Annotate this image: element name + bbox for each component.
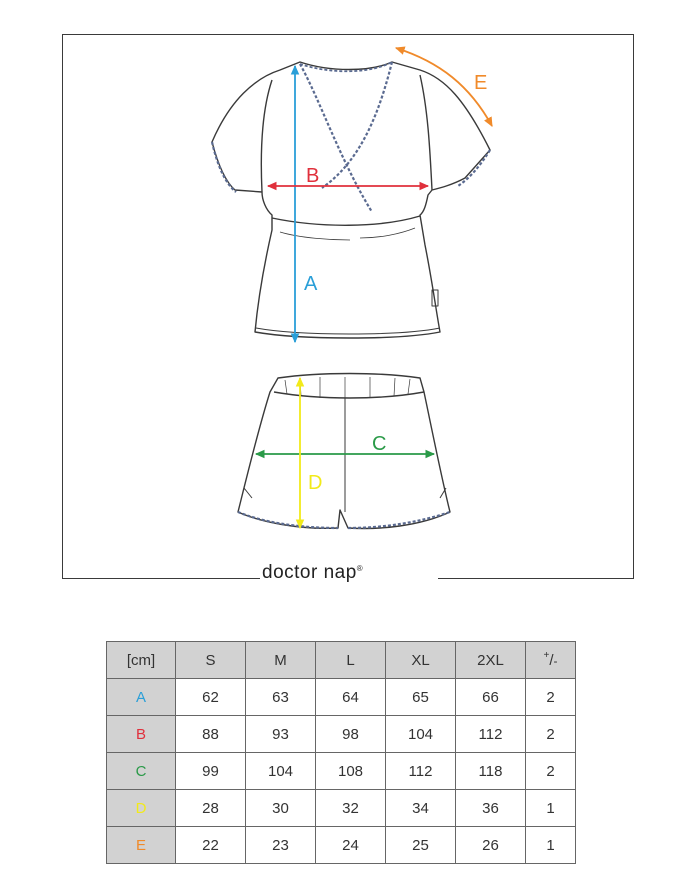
- row-label: D: [107, 790, 176, 827]
- size-table-header: [107, 642, 576, 679]
- table-cell: 93: [246, 716, 316, 753]
- tolerance-header: +/-: [526, 642, 576, 679]
- table-cell: 26: [456, 827, 526, 864]
- table-cell: 25: [386, 827, 456, 864]
- tolerance-cell: 1: [526, 790, 576, 827]
- table-cell: 99: [176, 753, 246, 790]
- tolerance-cell: 2: [526, 679, 576, 716]
- size-header: M: [246, 642, 316, 679]
- size-header: 2XL: [456, 642, 526, 679]
- table-row: [107, 679, 576, 716]
- table-cell: 66: [456, 679, 526, 716]
- size-header: S: [176, 642, 246, 679]
- table-row: [107, 716, 576, 753]
- measure-c-label: C: [372, 433, 387, 455]
- tolerance-cell: 1: [526, 827, 576, 864]
- row-label: B: [107, 716, 176, 753]
- table-cell: 104: [246, 753, 316, 790]
- measure-b-label: B: [306, 165, 320, 187]
- size-header: XL: [386, 642, 456, 679]
- measure-d-label: D: [308, 472, 323, 494]
- table-cell: 32: [316, 790, 386, 827]
- table-cell: 63: [246, 679, 316, 716]
- table-cell: 64: [316, 679, 386, 716]
- measure-e-label: E: [474, 72, 488, 94]
- shirt-drawing: [212, 62, 490, 338]
- tolerance-cell: 2: [526, 753, 576, 790]
- table-cell: 34: [386, 790, 456, 827]
- shorts-outline: [238, 374, 450, 529]
- table-cell: 88: [176, 716, 246, 753]
- table-cell: 108: [316, 753, 386, 790]
- unit-header: [cm]: [107, 642, 176, 679]
- measure-a-label: A: [304, 273, 318, 295]
- tolerance-cell: 2: [526, 716, 576, 753]
- table-cell: 112: [386, 753, 456, 790]
- table-cell: 65: [386, 679, 456, 716]
- table-cell: 112: [456, 716, 526, 753]
- table-cell: 118: [456, 753, 526, 790]
- table-cell: 98: [316, 716, 386, 753]
- table-cell: 28: [176, 790, 246, 827]
- row-label: E: [107, 827, 176, 864]
- table-row: [107, 790, 576, 827]
- size-table: [106, 641, 576, 864]
- table-row: [107, 827, 576, 864]
- table-cell: 30: [246, 790, 316, 827]
- table-cell: 104: [386, 716, 456, 753]
- table-cell: 24: [316, 827, 386, 864]
- row-label: C: [107, 753, 176, 790]
- size-header: L: [316, 642, 386, 679]
- brand-name: doctor nap: [262, 562, 357, 583]
- table-cell: 62: [176, 679, 246, 716]
- row-label: A: [107, 679, 176, 716]
- table-cell: 22: [176, 827, 246, 864]
- brand-registered-mark: ®: [356, 564, 364, 573]
- table-cell: 23: [246, 827, 316, 864]
- table-cell: 36: [456, 790, 526, 827]
- table-row: [107, 753, 576, 790]
- shirt-outline: [212, 62, 490, 338]
- shorts-drawing: [238, 374, 450, 529]
